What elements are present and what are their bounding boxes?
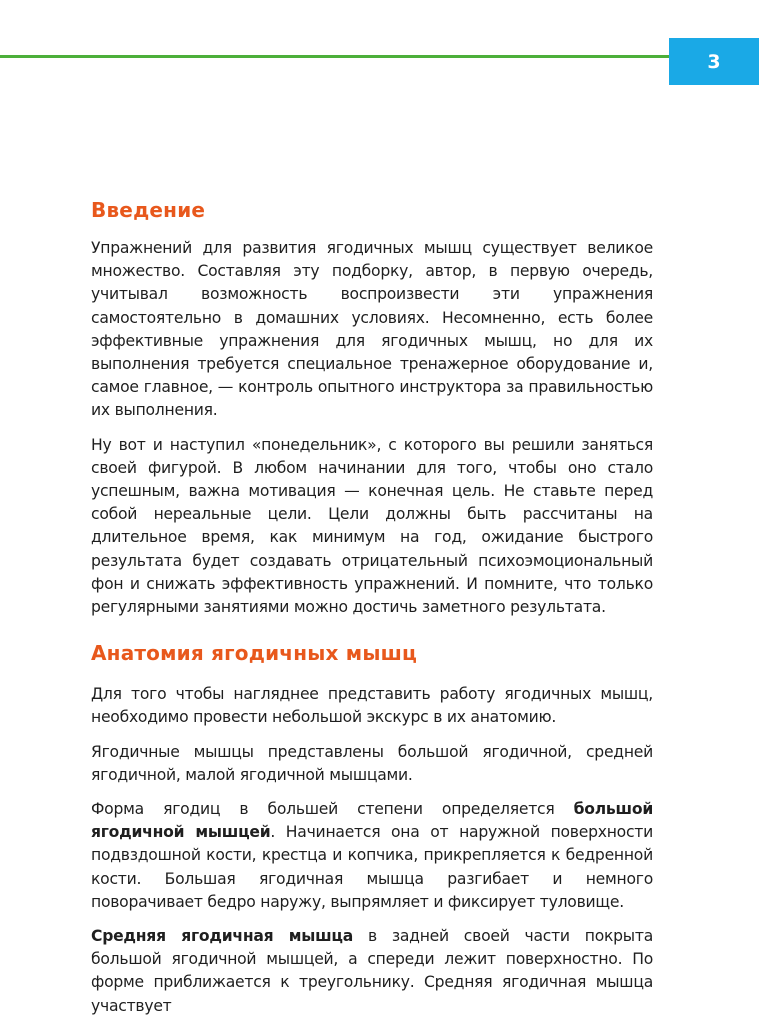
heading-intro: Введение bbox=[91, 198, 206, 222]
p3-rest-text: . Начинается она от наружной поверхности подвздошной кости, крестца и копчика, прикрепляется к бедренной кости. Большая ягодичная мышца разгибает и немного поворачивает бедро наружу, выпрямляет и фиксирует туловище. bbox=[91, 823, 653, 911]
p4-rest-text: в задней своей части покрыта большой ягодичной мышцей, а спереди лежит поверхностно. По форме приближается к треугольнику. Средняя ягодичная мышца участвует bbox=[91, 927, 653, 1015]
page-number-tab bbox=[669, 38, 759, 85]
top-rule bbox=[0, 55, 669, 58]
page-number: 3 bbox=[707, 50, 721, 73]
heading-anatomy: Анатомия ягодичных мышц bbox=[91, 641, 418, 666]
intro-paragraph-2: Ну вот и наступил «понедельник», с которого вы решили заняться своей фигурой. В любом начинании для того, чтобы оно стало успешным, важна мотивация — конечная цель. Не ставьте перед собой нереальные цели. Цели должны быть рассчитаны на длительное время, как минимум на год, ожидание быстрого результата будет создавать отрицательный психоэмоциональный фон и снижать эффективность упражнений. И помните, что только регулярными занятиями можно достичь заметного результата. bbox=[91, 435, 653, 617]
intro-paragraph-1: Упражнений для развития ягодичных мышц существует великое множество. Составляя эту подборку, автор, в первую очередь, учитывал возможность воспроизвести эти упражнения самостоятельно в домашних условиях. Несомненно, есть более эффективные упражнения для ягодичных мышц, но для их выполнения требуется специальное тренажерное оборудование и, самое главное, — контроль опытного инструктора за правильностью их выполнения. bbox=[91, 239, 653, 420]
anatomy-paragraph-1: Для того чтобы нагляднее представить работу ягодичных мышц, необходимо провести небольшой экскурс в их анатомию. bbox=[91, 685, 653, 727]
anatomy-paragraph-3 bbox=[91, 798, 653, 914]
anatomy-paragraph-4 bbox=[91, 925, 653, 1018]
anatomy-paragraph-2: Ягодичные мышцы представлены большой ягодичной, средней ягодичной, малой ягодичной мышцами. bbox=[91, 742, 653, 784]
p3-lead-text: Форма ягодиц в большей степени определяется bbox=[91, 800, 574, 819]
p3-bold-term: большой ягодичной мышцей bbox=[91, 800, 653, 842]
p4-bold-term: Средняя ягодичная мышца bbox=[91, 927, 354, 946]
page-content bbox=[91, 190, 653, 1029]
